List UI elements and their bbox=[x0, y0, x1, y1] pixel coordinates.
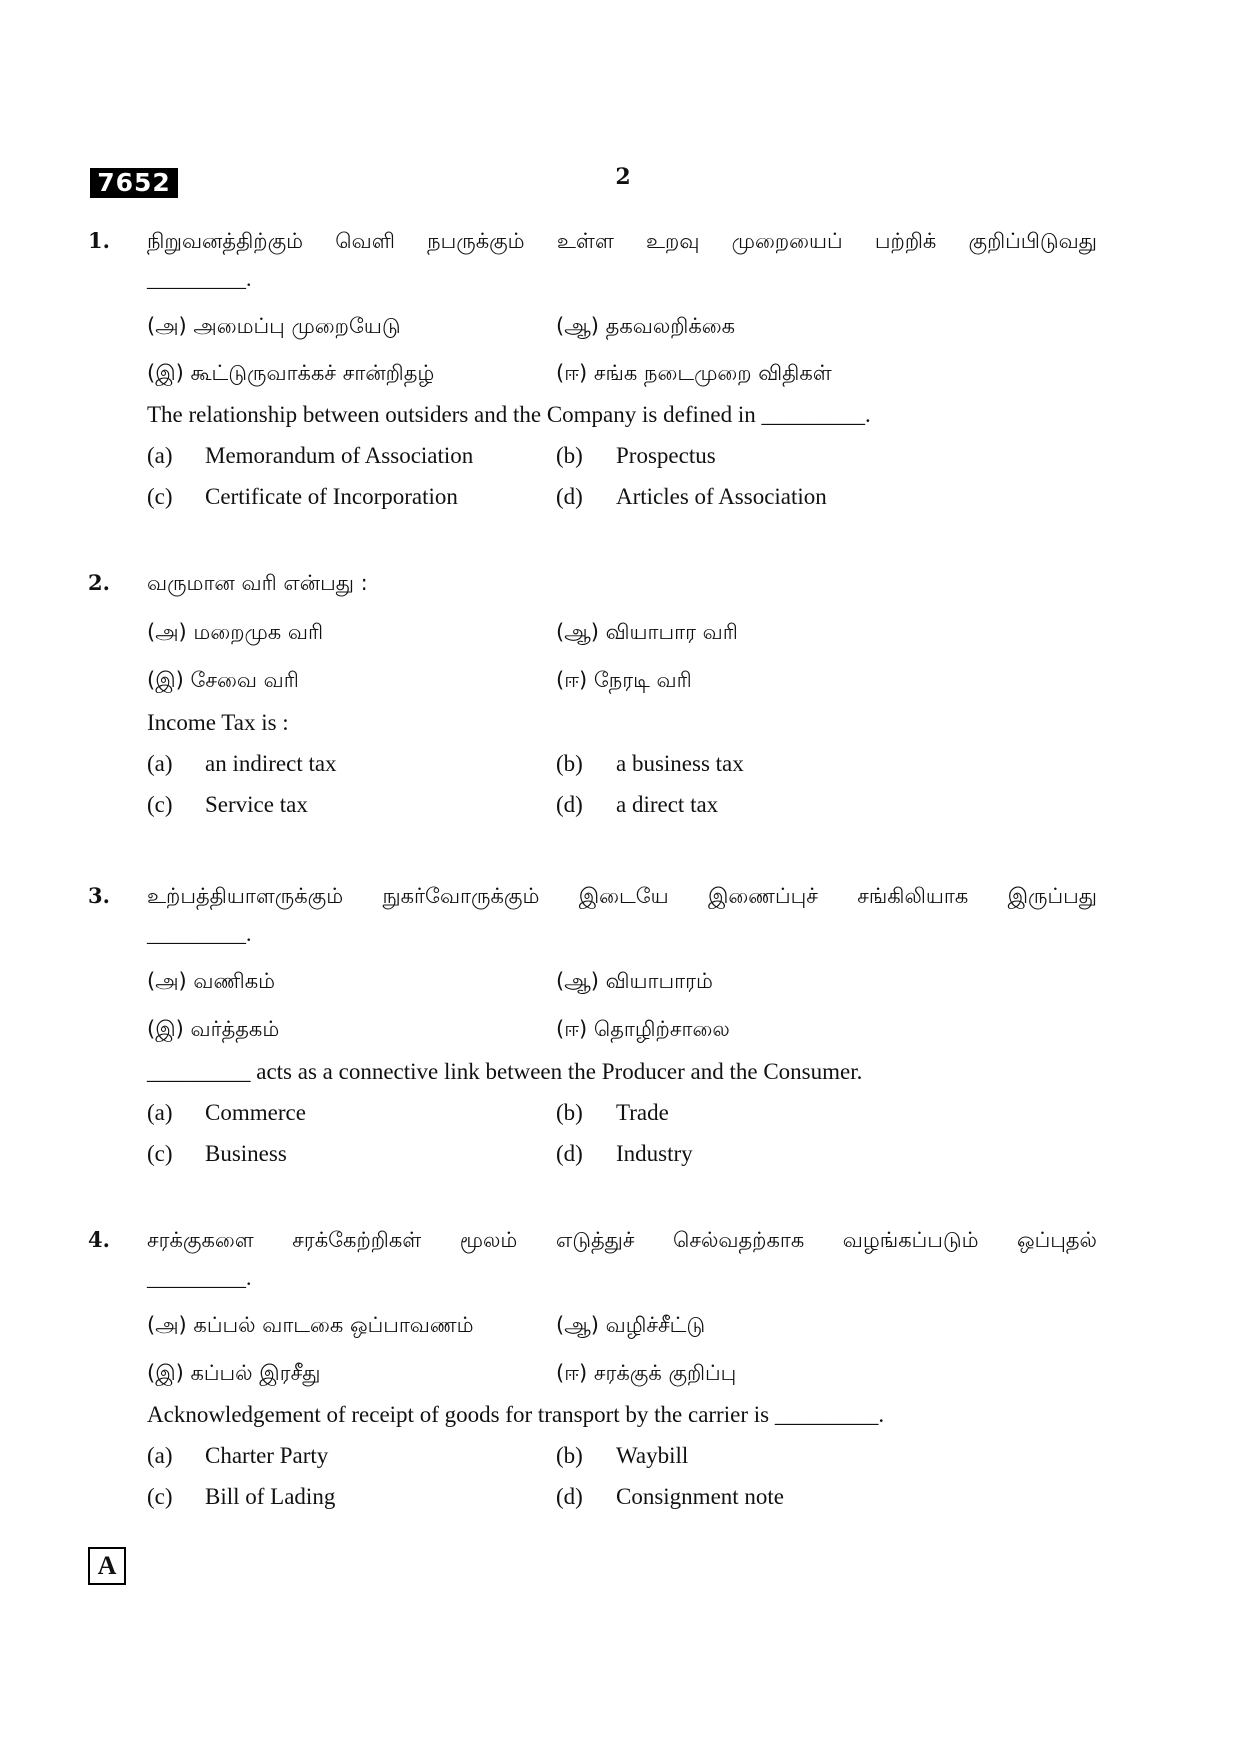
english-option-d: Articles of Association bbox=[616, 484, 827, 509]
english-option-label: (d) bbox=[556, 1141, 583, 1166]
tamil-question-text: சரக்குகளை சரக்கேற்றிகள் மூலம் எடுத்துச் செல்வதற்காக வழங்கப்படும் ஒப்புதல் bbox=[147, 1228, 1097, 1252]
english-option-label: (d) bbox=[556, 1484, 583, 1509]
english-question-text: Income Tax is : bbox=[147, 710, 289, 735]
answer-blank: _________. bbox=[147, 1265, 252, 1290]
english-option-d: Consignment note bbox=[616, 1484, 785, 1509]
english-option-label: (d) bbox=[556, 484, 583, 509]
english-question-text: Acknowledgement of receipt of goods for transport by the carrier is _________. bbox=[147, 1402, 885, 1427]
english-option-c: Bill of Lading bbox=[205, 1484, 336, 1509]
english-option-label: (b) bbox=[556, 751, 583, 776]
english-option-label: (a) bbox=[147, 443, 173, 468]
english-option-label: (b) bbox=[556, 1100, 583, 1125]
tamil-option-a: (அ) வணிகம் bbox=[147, 969, 276, 993]
english-option-b: Waybill bbox=[616, 1443, 689, 1468]
english-option-c: Certificate of Incorporation bbox=[205, 484, 458, 509]
english-option-label: (a) bbox=[147, 1100, 173, 1125]
english-option-label: (b) bbox=[556, 1443, 583, 1468]
tamil-option-b: (ஆ) வழிச்சீட்டு bbox=[556, 1313, 706, 1337]
tamil-option-c: (இ) கப்பல் இரசீது bbox=[147, 1361, 321, 1385]
tamil-option-d: (ஈ) சரக்குக் குறிப்பு bbox=[556, 1361, 737, 1385]
tamil-option-a: (அ) அமைப்பு முறையேடு bbox=[147, 314, 401, 338]
english-option-a: Commerce bbox=[205, 1100, 306, 1125]
english-option-c: Business bbox=[205, 1141, 287, 1166]
question-number: 4. bbox=[88, 1227, 110, 1252]
english-option-b: Prospectus bbox=[616, 443, 716, 468]
english-option-d: Industry bbox=[616, 1141, 693, 1166]
english-question-text: _________ acts as a connective link between the Producer and the Consumer. bbox=[147, 1059, 863, 1084]
page-number: 2 bbox=[615, 164, 631, 190]
question-number: 1. bbox=[88, 228, 110, 253]
booklet-series-box: A bbox=[88, 1547, 126, 1585]
english-option-label: (a) bbox=[147, 751, 173, 776]
tamil-question-text: நிறுவனத்திற்கும் வெளி நபருக்கும் உள்ள உறவு முறையைப் பற்றிக் குறிப்பிடுவது bbox=[147, 229, 1097, 253]
answer-blank: _________. bbox=[147, 266, 252, 291]
english-option-label: (c) bbox=[147, 1484, 173, 1509]
tamil-option-b: (ஆ) வியாபாரம் bbox=[556, 969, 713, 993]
tamil-option-d: (ஈ) தொழிற்சாலை bbox=[556, 1017, 730, 1041]
english-option-label: (a) bbox=[147, 1443, 173, 1468]
english-option-label: (b) bbox=[556, 443, 583, 468]
english-option-a: Memorandum of Association bbox=[205, 443, 474, 468]
question-number: 3. bbox=[88, 883, 110, 908]
english-option-d: a direct tax bbox=[616, 792, 719, 817]
english-option-b: Trade bbox=[616, 1100, 669, 1125]
tamil-option-b: (ஆ) வியாபார வரி bbox=[556, 620, 738, 644]
tamil-option-a: (அ) கப்பல் வாடகை ஒப்பாவணம் bbox=[147, 1313, 474, 1337]
english-option-a: Charter Party bbox=[205, 1443, 329, 1468]
english-question-text: The relationship between outsiders and the Company is defined in _________. bbox=[147, 402, 871, 427]
english-option-label: (c) bbox=[147, 484, 173, 509]
answer-blank: _________. bbox=[147, 921, 252, 946]
english-option-b: a business tax bbox=[616, 751, 744, 776]
english-option-a: an indirect tax bbox=[205, 751, 337, 776]
english-option-label: (c) bbox=[147, 1141, 173, 1166]
tamil-option-c: (இ) வர்த்தகம் bbox=[147, 1017, 280, 1041]
tamil-option-c: (இ) கூட்டுருவாக்கச் சான்றிதழ் bbox=[147, 361, 435, 385]
english-option-label: (c) bbox=[147, 792, 173, 817]
tamil-option-b: (ஆ) தகவலறிக்கை bbox=[556, 314, 736, 338]
tamil-option-d: (ஈ) நேரடி வரி bbox=[556, 668, 692, 692]
tamil-option-d: (ஈ) சங்க நடைமுறை விதிகள் bbox=[556, 361, 832, 385]
tamil-option-a: (அ) மறைமுக வரி bbox=[147, 620, 324, 644]
question-number: 2. bbox=[88, 570, 110, 595]
tamil-option-c: (இ) சேவை வரி bbox=[147, 668, 299, 692]
english-option-c: Service tax bbox=[205, 792, 308, 817]
english-option-label: (d) bbox=[556, 792, 583, 817]
tamil-question-text: உற்பத்தியாளருக்கும் நுகர்வோருக்கும் இடையே இணைப்புச் சங்கிலியாக இருப்பது bbox=[147, 884, 1097, 908]
tamil-question-text: வருமான வரி என்பது : bbox=[147, 571, 368, 595]
paper-code: 7652 bbox=[90, 168, 178, 198]
